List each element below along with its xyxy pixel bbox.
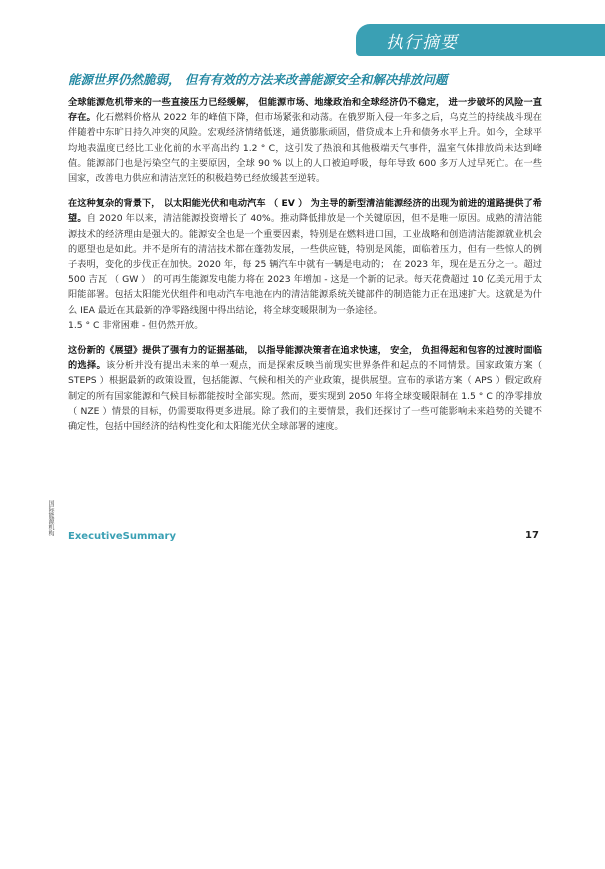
paragraph-4 bbox=[68, 343, 542, 434]
paragraph-3-body: 1.5 ° C 非常困难 - 但仍然开放。 bbox=[68, 319, 204, 331]
page-content bbox=[68, 71, 542, 444]
paragraph-1 bbox=[68, 95, 542, 186]
paragraph-1-lead: 全球能源危机带来的一些直接压力已经缓解， 但能源市场、地缘政治和全球经济仍不稳定， 进一步破坏的风险一直存在。 bbox=[68, 97, 542, 124]
page-number: 17 bbox=[525, 530, 539, 541]
paragraph-3 bbox=[68, 318, 542, 333]
section-title: 执行摘要 bbox=[386, 33, 458, 53]
paragraph-2-lead: 在这种复杂的背景下， 以太阳能光伏和电动汽车 （ EV ） 为主导的新型清洁能源经济的出现为前进的道路提供了希望。 bbox=[68, 198, 542, 225]
paragraph-4-lead: 这份新的《展望》提供了强有力的证据基础， 以指导能源决策者在追求快速， 安全， 负担得起和包容的过渡时面临的选择。 bbox=[68, 345, 542, 372]
footer-label: ExecutiveSummary bbox=[68, 531, 176, 542]
headline: 能源世界仍然脆弱， 但有有效的方法来改善能源安全和解决排放问题 bbox=[68, 72, 448, 87]
sidebar-vertical-text: 国际能源机构 bbox=[47, 500, 54, 536]
paragraph-2 bbox=[68, 196, 542, 318]
paragraph-1-body: 化石燃料价格从 2022 年的峰值下降，但市场紧张和动荡。在俄罗斯入侵一年多之后，乌克兰的持续战斗现在伴随着中东旷日持久冲突的风险。宏观经济情绪低迷，通货膨胀顽固，借贷成本上升和债务水平上升。如今，全球平均地表温度已经比工业化前的水平高出约 1.2 ° C，这引发了热浪和其他极端天气事件，温室气体排放尚未达到峰值。能源部门也是污染空气的主要原因，全球 90 % 以上的人口被迫呼吸，每年导致 600 多万人过早死亡。在一些国家，改善电力供应和清洁烹饪的积极趋势已经放缓甚至逆转。 bbox=[68, 112, 542, 185]
paragraph-2-body: 自 2020 年以来，清洁能源投资增长了 40%。推动降低排放是一个关键原因，但不是唯一原因。成熟的清洁能源技术的经济理由是强大的。能源安全也是一个重要因素，特别是在燃料进口国，工业战略和创造清洁能源就业机会的愿望也是如此。并不是所有的清洁技术都在蓬勃发展，一些供应链，特别是风能，面临着压力，但有一些惊人的例子表明，变化的步伐正在加快。2020 年，每 25 辆汽车中就有一辆是电动的； 在 2023 年，现在是五分之一。超过 500 吉瓦 （ GW ） 的可再生能源发电能力将在 2023 年增加 - 这是一个新的记录。每天花费超过 10 亿美元用于太阳能部署。包括太阳能光伏组件和电动汽车电池在内的清洁能源系统关键部件的制造能力正在迅速扩大。这就是为什么 IEA 最近在其最新的净零路线图中得出结论，将全球变暖限制为一条途径。 bbox=[68, 213, 543, 316]
paragraph-4-body: 该分析并没有提出未来的单一观点，而是探索反映当前现实世界条件和起点的不同情景。国家政策方案（ STEPS ）根据最新的政策设置，包括能源、气候和相关的产业政策，提供展望。宣布的承诺方案（ APS ）假定政府制定的所有国家能源和气候目标都能按时全部实现。然而，要实现到 2050 年将全球变暖限制在 1.5 ° C 的净零排放（ NZE ）情景的目标，仍需要取得更多进展。除了我们的主要情景，我们还探讨了一些可能影响未来趋势的关键不确定性，包括中国经济的结构性变化和太阳能光伏全球部署的速度。 bbox=[68, 360, 543, 433]
